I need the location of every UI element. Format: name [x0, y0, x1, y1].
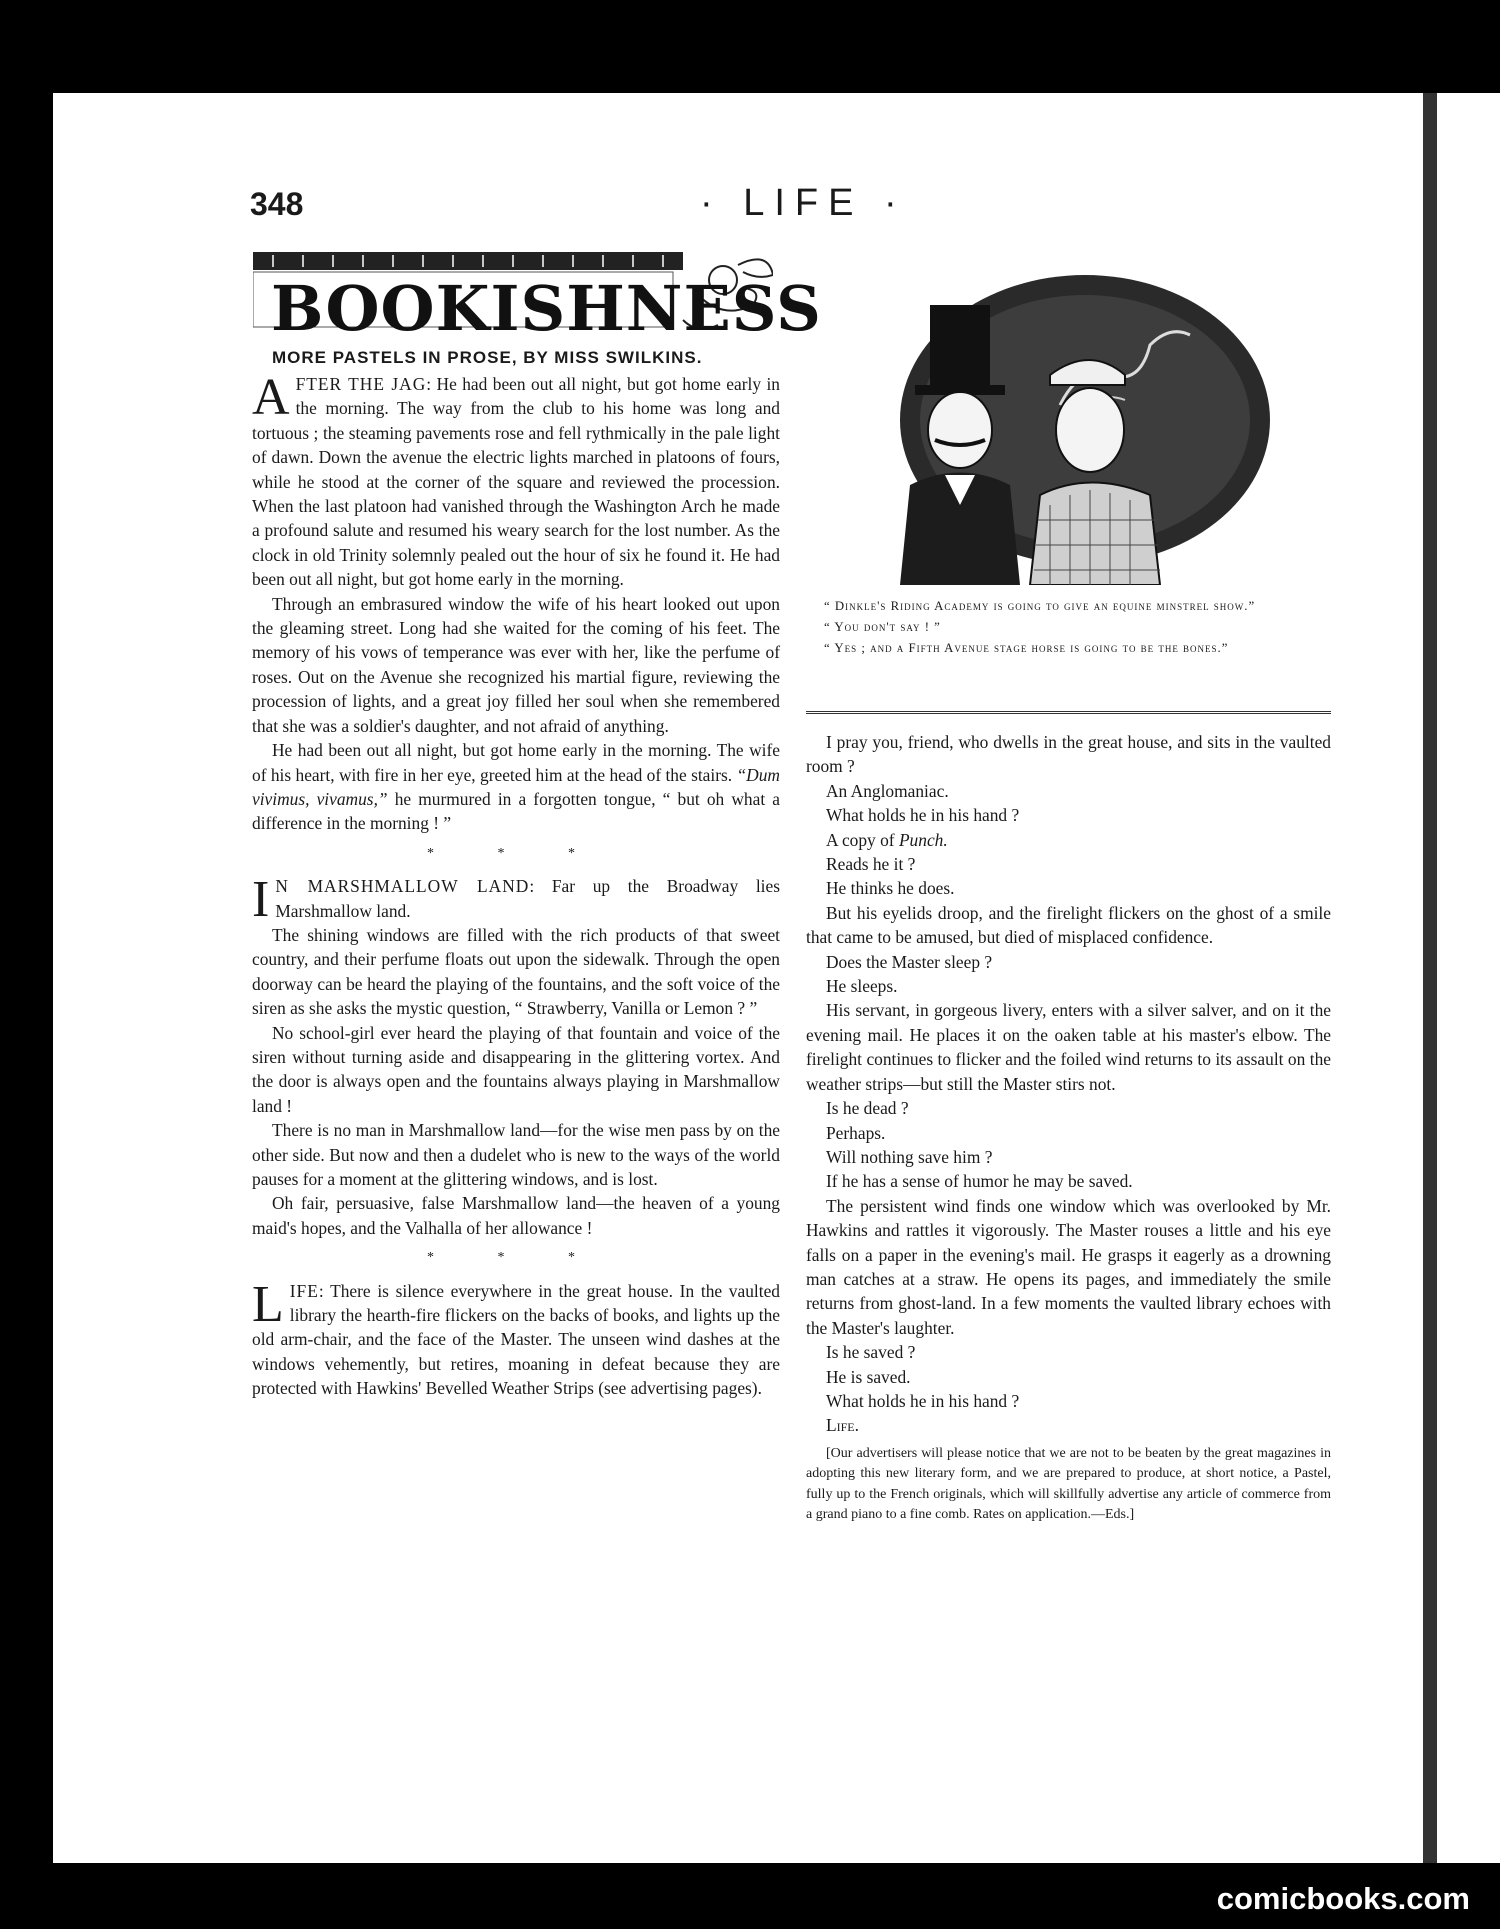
paragraph-after-the-jag	[252, 369, 781, 592]
paragraph-text: : Far up the Broadway lies Marshmallow land.	[275, 876, 780, 921]
masthead: · LIFE ·	[700, 182, 907, 224]
editors-note: [Our advertisers will please notice that we are not to be beaten by the great magazines in adopting this new literary form, and we are prepared to produce, at short notice, a Pastel, fully up to the French originals, which will skillfully advertise any article of commerce from a grand piano to a fine comb. Rates on application.—Eds.]	[806, 1445, 1331, 1523]
paragraph: No school-girl ever heard the playing of that fountain and voice of the siren without turning aside and disappearing in the glittering vortex. And the door is always open and the fountains always playing in Marshmallow land !	[252, 1022, 780, 1116]
next-page-edge	[1437, 93, 1500, 1863]
italic-title: Punch.	[898, 829, 948, 850]
caption-line: “ Yes ; and a Fifth Avenue stage horse is going to be the bones.”	[824, 641, 1229, 655]
section-divider: * * *	[427, 1250, 605, 1266]
paragraph: I pray you, friend, who dwells in the great house, and sits in the vaulted room ?	[806, 732, 1331, 777]
paragraph: What holds he in his hand ?	[826, 1390, 1020, 1411]
paragraph: The persistent wind finds one window which was overlooked by Mr. Hawkins and rattles it vigorously. The Master rouses a little and his eye falls on a paper in the evening's mail. He grasps it eagerly as a drowning man catches at a straw. He opens its pages, and immediately the smile returns from ghost-land. In a few moments the vaulted library echoes with the Master's laughter.	[806, 1195, 1331, 1338]
paragraph: There is no man in Marshmallow land—for the wise men pass by on the other side. But now and then a dudelet who is new to the ways of the world pauses for a moment at the glittering windows, and is lost.	[252, 1120, 780, 1189]
site-watermark: comicbooks.com	[1216, 1881, 1470, 1916]
paragraph: The shining windows are filled with the rich products of that sweet country, and their perfume floats out upon the sidewalk. Through the open doorway can be heard the playing of the fountains, and the soft voice of the siren as she asks the mystic question, “ Strawberry, Vanilla or Lemon ? ”	[252, 924, 780, 1019]
caption-line: “ You don't say ! ”	[824, 620, 941, 634]
paragraph: Does the Master sleep ?	[826, 951, 993, 972]
page-number: 348	[250, 186, 304, 222]
banner-title: BOOKISHNESS	[271, 272, 822, 345]
paragraph: An Anglomaniac.	[826, 780, 949, 801]
section-lead: N MARSHMALLOW LAND	[275, 876, 530, 897]
paragraph: What holds he in his hand ?	[826, 805, 1020, 826]
paragraph	[806, 828, 1331, 852]
section-lead: IFE	[289, 1280, 319, 1301]
paragraph-marshmallow-land	[252, 871, 780, 929]
paragraph: Reads he it ?	[826, 854, 916, 875]
paragraph	[252, 738, 780, 836]
bookishness-banner	[253, 250, 822, 345]
illustration-caption	[806, 596, 1331, 659]
paragraph: He sleeps.	[826, 976, 898, 997]
paragraph: Through an embrasured window the wife of his heart looked out upon the gleaming street. Long had she waited for the coming of his feet. The memory of his vows of temperance was ever with her, like the perfume of roses. Out on the Avenue she recognized his martial figure, reviewing the procession of lights, and a great joy filled her soul when she remembered that she was a soldier's daughter, and not afraid of anything.	[252, 593, 780, 736]
drop-cap: L	[252, 1275, 284, 1333]
paragraph: But his eyelids droop, and the firelight flickers on the ghost of a smile that came to be amused, but died of misplaced confidence.	[806, 902, 1331, 948]
paragraph-text: he murmured in a forgotten tongue, “ but oh what a difference in the morning ! ”	[252, 788, 780, 834]
left-column	[252, 369, 781, 1401]
paragraph: Is he saved ?	[826, 1342, 916, 1363]
two-gentlemen-drawing	[870, 265, 1270, 585]
paragraph: Is he dead ?	[826, 1098, 909, 1119]
section-divider: * * *	[427, 845, 605, 861]
caption-line: “ Dinkle's Riding Academy is going to give an equine minstrel show.”	[824, 599, 1256, 613]
signature-life: Life.	[826, 1415, 859, 1436]
paragraph-text: He had been out all night, but got home early in the morning. The wife of his heart, with fire in her eye, greeted him at the head of the stairs.	[252, 740, 780, 785]
paragraph: His servant, in gorgeous livery, enters with a silver salver, and on it the evening mail. He places it on the oaken table at his master's elbow. The firelight continues to flicker and the foiled wind returns to its assault on the weather strips—but still the Master stirs not.	[806, 1000, 1331, 1094]
drop-cap: A	[252, 369, 290, 426]
paragraph-life	[252, 1275, 780, 1401]
cartoon-illustration	[870, 265, 1270, 585]
paragraph-text: A copy of	[826, 829, 899, 850]
section-lead: FTER THE JAG	[295, 374, 427, 394]
paragraph: Perhaps.	[826, 1122, 886, 1143]
byline: MORE PASTELS IN PROSE, BY MISS SWILKINS.	[272, 348, 703, 367]
page-spine	[1423, 93, 1437, 1863]
paragraph-text: : He had been out all night, but got home early in the morning. The way from the club to his home was long and tortuous ; the steaming pavements rose and fell rythmically in the pale light of dawn. Down the avenue the electric lights marched in platoons of fours, while he stood at the corner of the square and reviewed the procession. When the last platoon had vanished through the Washington Arch he made a profound salute and resumed his weary search for the lost number. As the clock in old Trinity solemnly pealed out the hour of six he found it. He had been out all night, but got home early in the morning.	[252, 374, 781, 590]
paragraph: Oh fair, persuasive, false Marshmallow land—the heaven of a young maid's hopes, and the Valhalla of her allowance !	[252, 1193, 780, 1238]
latin-quote: “Dum vivimus, vivamus,”	[252, 764, 780, 809]
right-column	[806, 730, 1331, 1526]
paragraph: He is saved.	[826, 1366, 911, 1387]
paragraph: If he has a sense of humor he may be saved.	[826, 1171, 1133, 1192]
paragraph-text: : There is silence everywhere in the great house. In the vaulted library the hearth-fire flickers on the backs of books, and lights up the old arm-chair, and the face of the Master. The unseen wind dashes at the windows vehemently, but retires, moaning in defeat because they are protected with Hawkins' Bevelled Weather Strips (see advertising pages).	[252, 1280, 780, 1399]
paragraph: Will nothing save him ?	[826, 1146, 993, 1167]
drop-cap: I	[252, 871, 270, 929]
double-rule	[806, 711, 1331, 714]
paragraph: He thinks he does.	[826, 878, 955, 899]
